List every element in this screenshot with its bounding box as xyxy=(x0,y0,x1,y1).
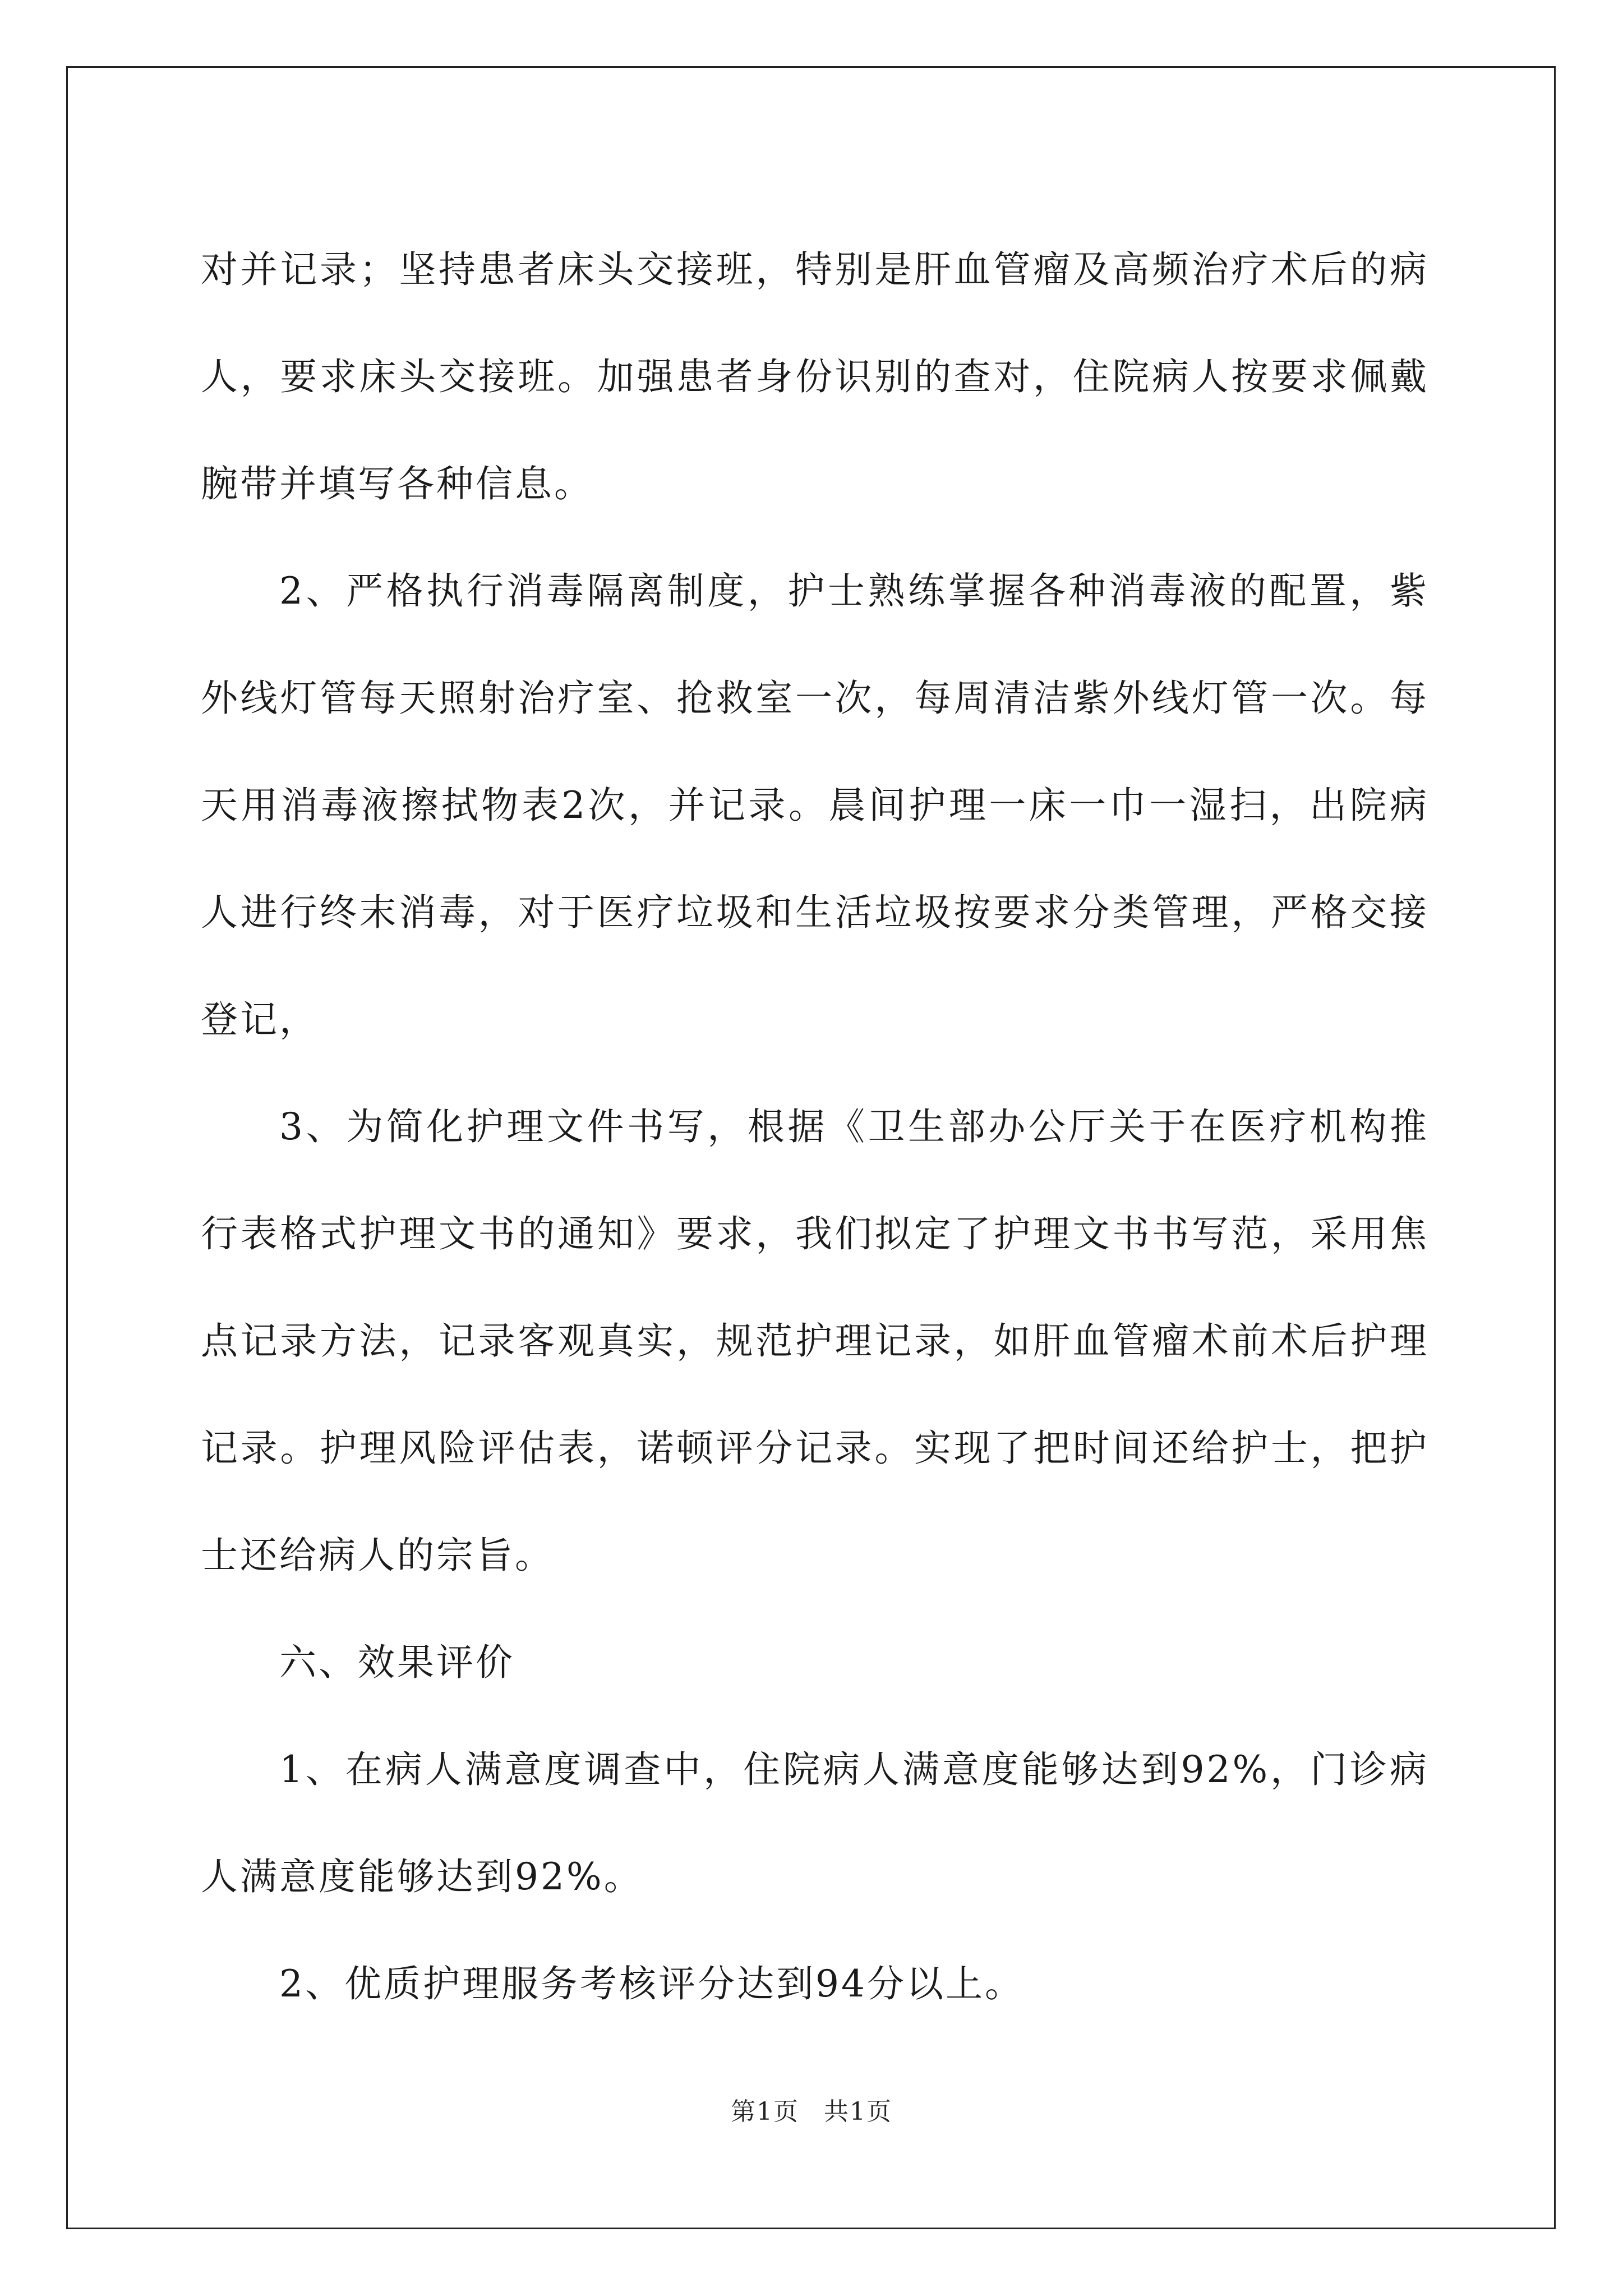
page-number-current: 第1页 xyxy=(731,2097,799,2126)
paragraph-satisfaction: 1、在病人满意度调查中，住院病人满意度能够达到92%，门诊病人满意度能够达到92%。 xyxy=(201,1748,1429,1898)
section-heading-evaluation: 六、效果评价 xyxy=(279,1641,515,1684)
paragraph-disinfection: 2、严格执行消毒隔离制度，护士熟练掌握各种消毒液的配置，紫外线灯管每天照射治疗室、抢救室一次，每周清洁紫外线灯管一次。每天用消毒液擦拭物表2次，并记录。晨间护理一床一巾一湿扫，出院病人进行终末消毒，对于医疗垃圾和生活垃圾按要求分类管理，严格交接登记， xyxy=(201,569,1429,1041)
paragraph-assessment-score: 2、优质护理服务考核评分达到94分以上。 xyxy=(279,1962,1024,2005)
document-body xyxy=(201,216,1429,2037)
paragraph-nursing-documents: 3、为简化护理文件书写，根据《卫生部办公厅关于在医疗机构推行表格式护理文书的通知》要求，我们拟定了护理文书书写范，采用焦点记录方法，记录客观真实，规范护理记录，如肝血管瘤术前术后护理记录。护理风险评估表，诺顿评分记录。实现了把时间还给护士，把护士还给病人的宗旨。 xyxy=(201,1105,1429,1577)
page-number-total: 共1页 xyxy=(824,2097,892,2126)
page-footer xyxy=(0,2091,1623,2127)
paragraph-continued: 对并记录；坚持患者床头交接班，特别是肝血管瘤及高频治疗术后的病人，要求床头交接班。加强患者身份识别的查对，住院病人按要求佩戴腕带并填写各种信息。 xyxy=(201,248,1429,505)
